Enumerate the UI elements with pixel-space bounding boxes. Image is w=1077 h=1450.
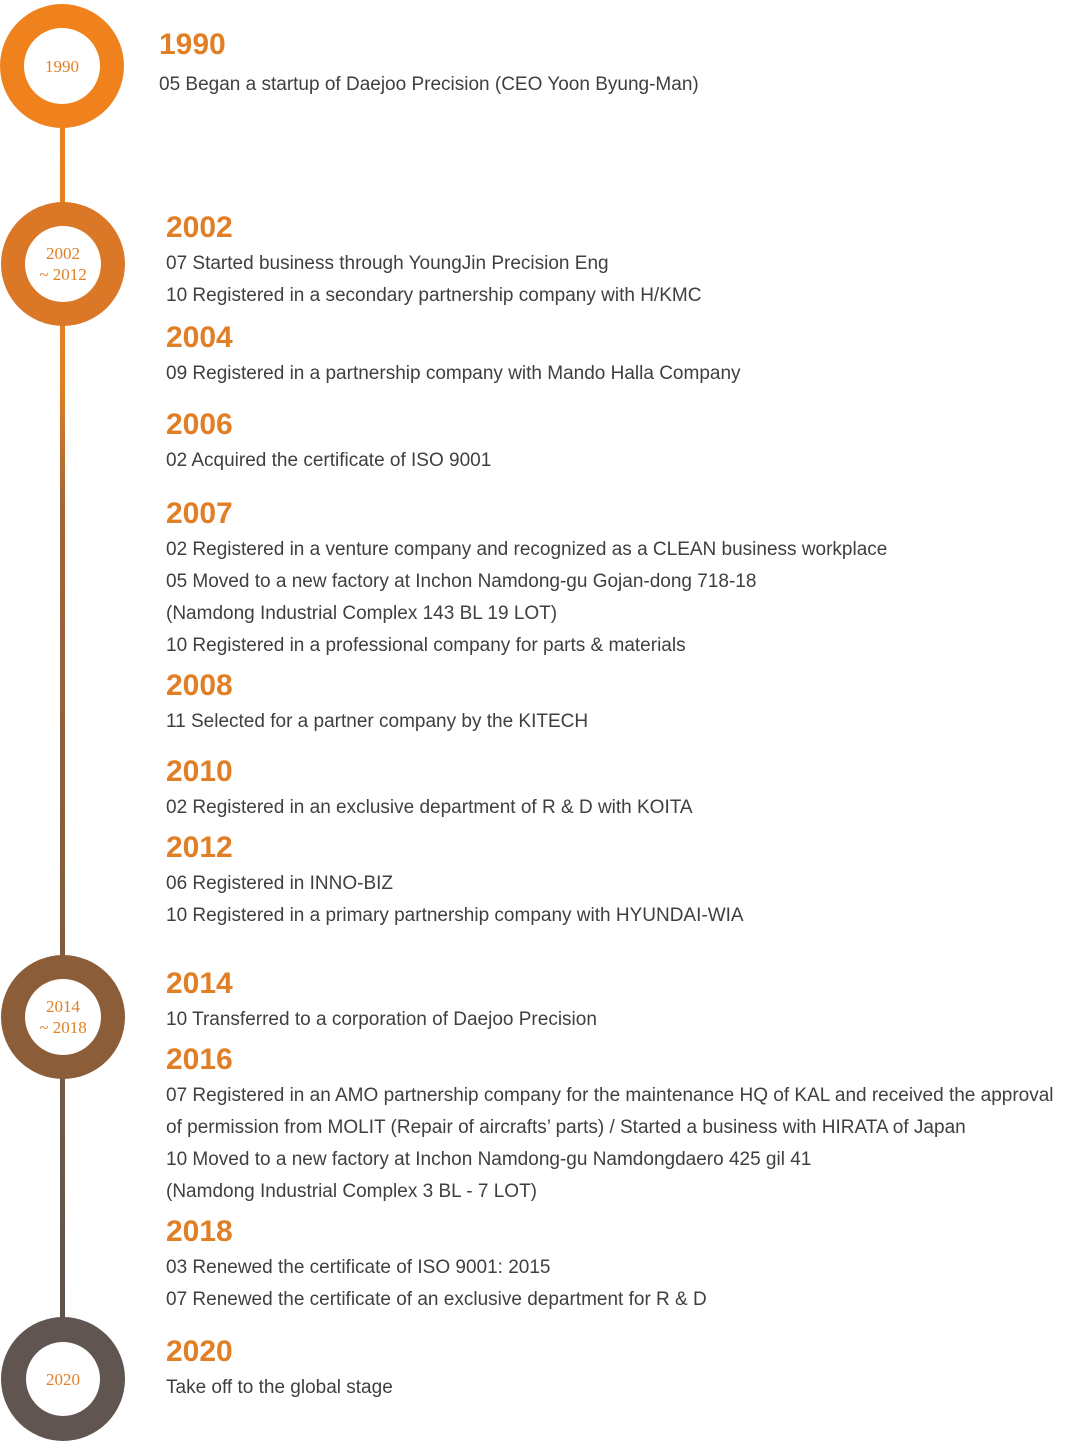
event-item: 03 Renewed the certificate of ISO 9001: 2015 [166, 1257, 551, 1278]
year-heading: 2004 [166, 321, 233, 354]
year-heading: 1990 [159, 28, 226, 61]
year-heading: 2012 [166, 831, 233, 864]
period-label-line: ~ 2018 [39, 1018, 87, 1037]
event-item: 06 Registered in INNO-BIZ [166, 873, 394, 894]
period-circle-2014-2018 [1, 955, 125, 1079]
event-item: 07 Started business through YoungJin Precision Eng [166, 253, 609, 274]
event-item: Take off to the global stage [166, 1377, 393, 1398]
year-heading: 2018 [166, 1215, 233, 1248]
year-heading: 2006 [166, 408, 233, 441]
year-heading: 2007 [166, 497, 233, 530]
year-heading: 2008 [166, 669, 233, 702]
event-item: (Namdong Industrial Complex 143 BL 19 LOT) [166, 603, 558, 624]
period-label-line: 2020 [46, 1369, 80, 1389]
event-item: 05 Began a startup of Daejoo Precision (CEO Yoon Byung-Man) [159, 74, 699, 95]
year-heading: 2014 [166, 967, 233, 1000]
event-item: 10 Transferred to a corporation of Daejoo Precision [166, 1009, 597, 1030]
period-label [26, 1342, 100, 1416]
event-item: 09 Registered in a partnership company with Mando Halla Company [166, 363, 741, 384]
period-label-line: 1990 [45, 56, 79, 76]
event-item: 05 Moved to a new factory at Inchon Namdong-gu Gojan-dong 718-18 [166, 571, 757, 592]
period-circle-2020 [1, 1317, 125, 1441]
period-label [25, 979, 101, 1055]
period-label-line: ~ 2012 [39, 265, 87, 284]
event-item: 10 Registered in a secondary partnership company with H/KMC [166, 285, 702, 306]
event-item: 07 Registered in an AMO partnership company for the maintenance HQ of KAL and received the approval of permission from MOLIT (Repair of aircrafts’ parts) / Started a business with HIRATA of Japan [166, 1085, 1054, 1138]
event-item: (Namdong Industrial Complex 3 BL - 7 LOT) [166, 1181, 538, 1202]
year-heading: 2016 [166, 1043, 233, 1076]
period-label-line: 2002 [45, 244, 80, 263]
period-circle-1990 [0, 4, 124, 128]
year-heading: 2002 [166, 211, 233, 244]
event-item: 11 Selected for a partner company by the KITECH [166, 711, 589, 732]
event-item: 10 Registered in a professional company for parts & materials [166, 635, 686, 656]
event-item: 07 Renewed the certificate of an exclusive department for R & D [166, 1289, 707, 1310]
event-item: 02 Acquired the certificate of ISO 9001 [166, 450, 492, 471]
year-heading: 2010 [166, 755, 233, 788]
event-item: 02 Registered in an exclusive department of R & D with KOITA [166, 797, 693, 818]
year-heading: 2020 [166, 1335, 233, 1368]
period-label [25, 226, 101, 302]
period-label [24, 28, 100, 104]
event-item: 02 Registered in a venture company and recognized as a CLEAN business workplace [166, 539, 888, 560]
period-circle-2002-2012 [1, 202, 125, 326]
event-item: 10 Registered in a primary partnership company with HYUNDAI-WIA [166, 905, 744, 926]
event-item: 10 Moved to a new factory at Inchon Namdong-gu Namdongdaero 425 gil 41 [166, 1149, 812, 1170]
period-label-line: 2014 [45, 997, 80, 1016]
